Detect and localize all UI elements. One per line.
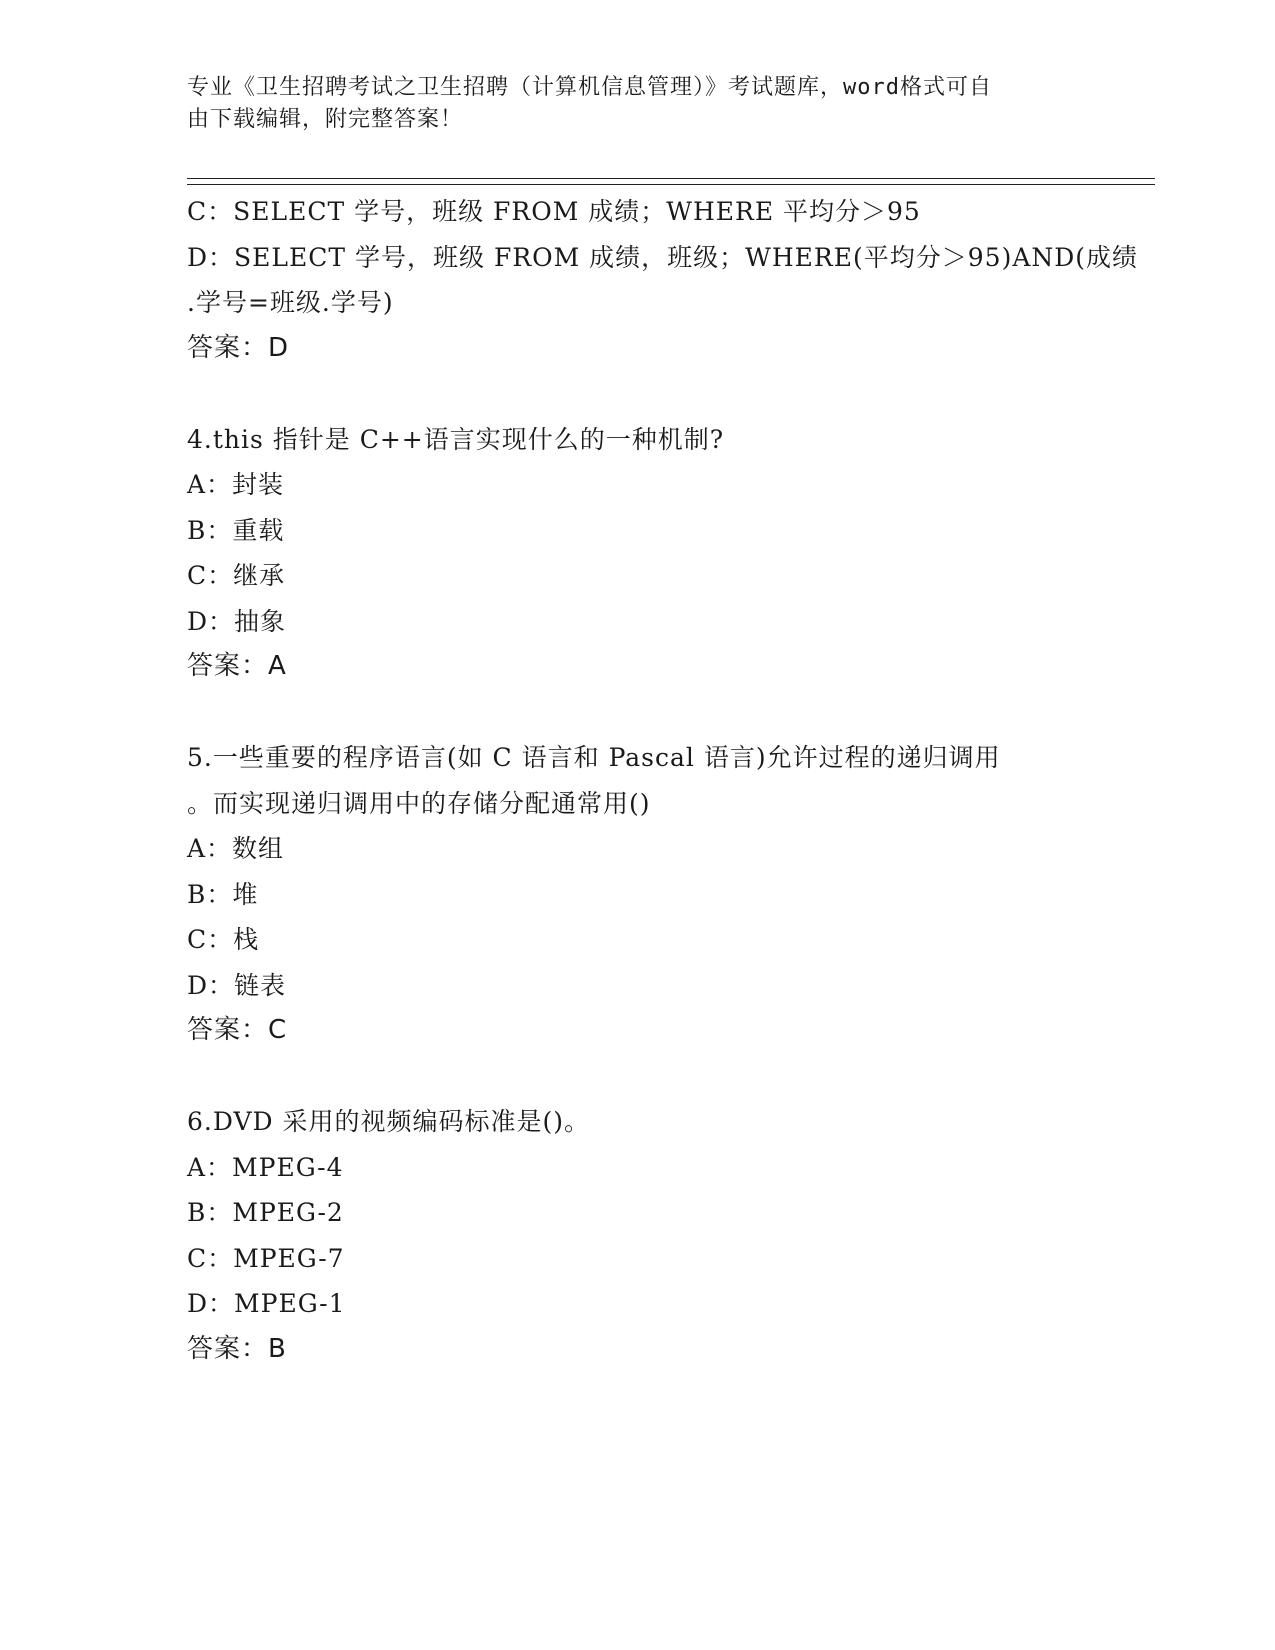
- q4-option-d: D：抽象: [187, 606, 287, 636]
- q6-question: 6.DVD 采用的视频编码标准是()。: [187, 1107, 591, 1136]
- question-6: [187, 1099, 1087, 1372]
- q5-option-a: A：数组: [187, 834, 285, 863]
- q3-option-d-line-2: .学号=班级.学号): [187, 288, 394, 317]
- q6-option-c: C：MPEG-7: [187, 1243, 345, 1273]
- header-line-2: 由下载编辑，附完整答案！: [187, 107, 464, 132]
- q3-option-c: C：SELECT 学号，班级 FROM 成绩；WHERE 平均分＞95: [187, 197, 921, 226]
- page-header: [187, 72, 1067, 136]
- spacer: [187, 371, 1087, 417]
- q6-option-b: B：MPEG-2: [187, 1198, 344, 1227]
- q3-answer: 答案：D: [187, 332, 290, 363]
- question-5: [187, 735, 1087, 1054]
- q4-option-c: C：继承: [187, 561, 286, 590]
- q6-answer: 答案：B: [187, 1333, 287, 1364]
- question-4: [187, 417, 1087, 690]
- question-3-tail: [187, 189, 1139, 371]
- header-line-1: 专业《卫生招聘考试之卫生招聘（计算机信息管理）》考试题库，word格式可自: [187, 75, 992, 100]
- q5-question-line-2: 。而实现递归调用中的存储分配通常用(): [187, 788, 651, 818]
- q4-question: 4.this 指针是 C++语言实现什么的一种机制?: [187, 424, 725, 454]
- q6-option-d: D：MPEG-1: [187, 1289, 346, 1318]
- q4-option-b: B：重载: [187, 515, 285, 545]
- q4-answer: 答案：A: [187, 651, 287, 681]
- q4-option-a: A：封装: [187, 470, 285, 499]
- q5-option-b: B：堆: [187, 879, 259, 909]
- question-content: [187, 189, 1139, 1372]
- q5-question-line-1: 5.一些重要的程序语言(如 C 语言和 Pascal 语言)允许过程的递归调用: [187, 743, 1001, 772]
- q3-option-d-line-1: D：SELECT 学号，班级 FROM 成绩，班级；WHERE(平均分＞95)AND(成绩: [187, 242, 1139, 272]
- spacer: [187, 690, 1087, 736]
- q5-option-c: C：栈: [187, 925, 260, 954]
- q5-answer: 答案：C: [187, 1015, 288, 1045]
- q6-option-a: A：MPEG-4: [187, 1152, 344, 1182]
- header-double-rule: [187, 178, 1155, 185]
- q5-option-d: D：链表: [187, 970, 287, 1000]
- spacer: [187, 1054, 1087, 1100]
